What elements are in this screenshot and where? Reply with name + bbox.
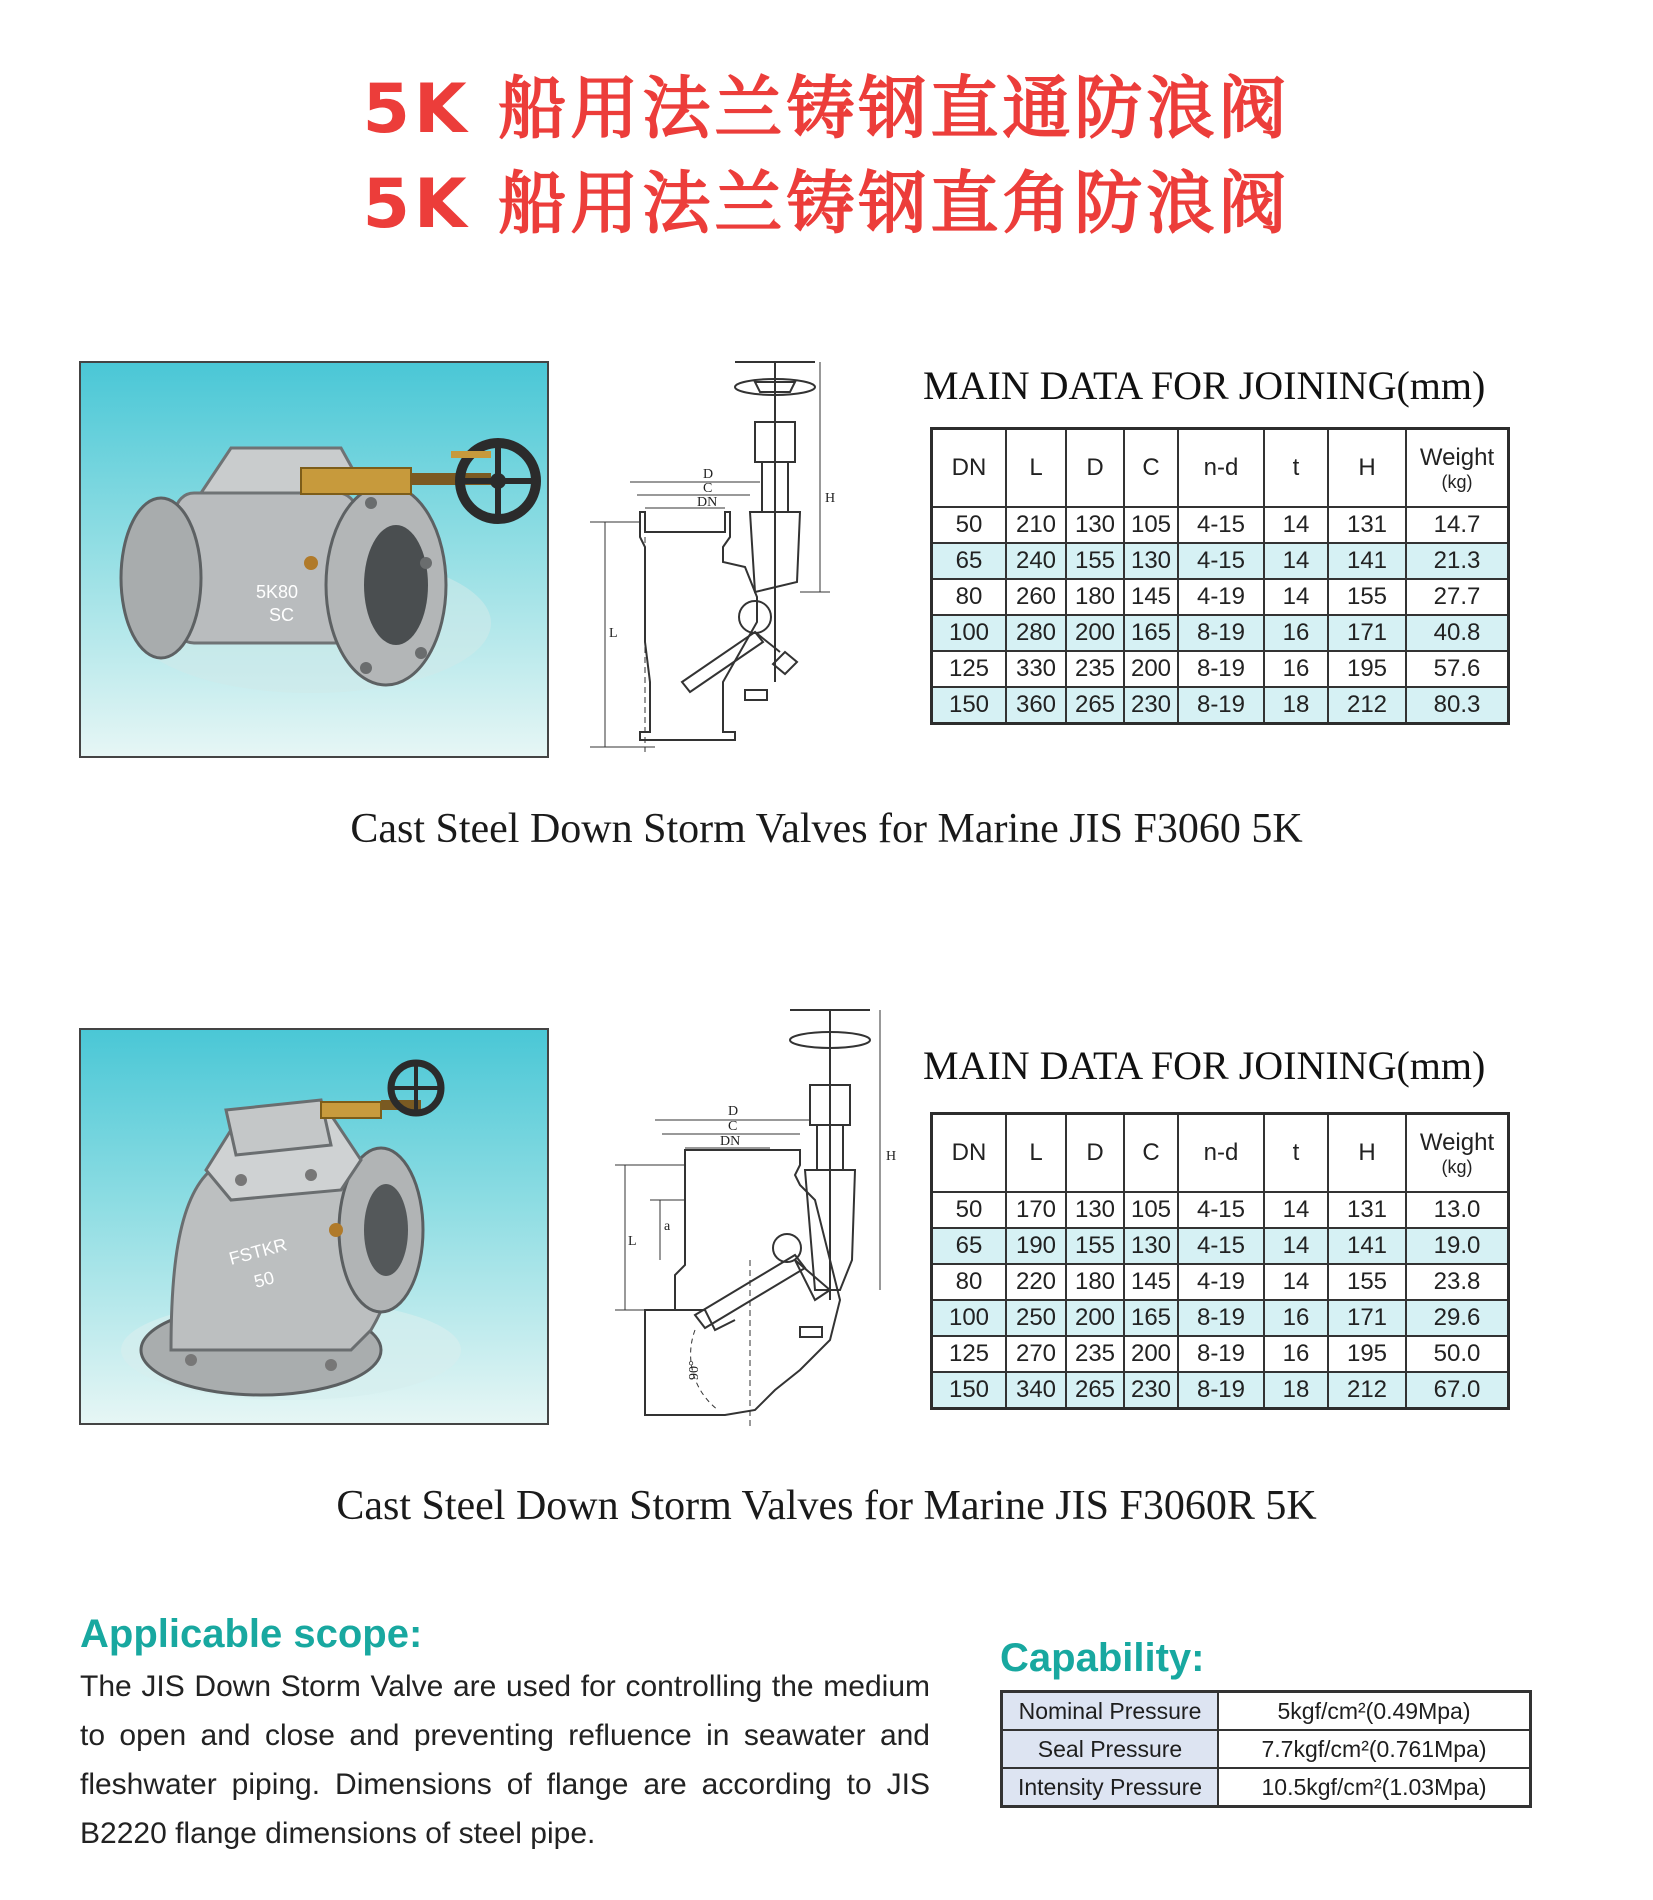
cell: 16 (1264, 1336, 1328, 1372)
cell: 200 (1066, 615, 1124, 651)
cell: 8-19 (1178, 687, 1264, 724)
table-row (932, 579, 1509, 615)
col-c: C (1124, 429, 1178, 508)
table-row (932, 543, 1509, 579)
table-row (932, 615, 1509, 651)
cell: 190 (1006, 1228, 1066, 1264)
cell: 16 (1264, 615, 1328, 651)
table-row (932, 507, 1509, 543)
cell: 360 (1006, 687, 1066, 724)
col-dn: DN (932, 1114, 1007, 1193)
cell: 130 (1066, 507, 1124, 543)
cell: 265 (1066, 687, 1124, 724)
cell: 80.3 (1406, 687, 1509, 724)
technical-drawing-angle-valve (600, 1000, 910, 1440)
col-c: C (1124, 1114, 1178, 1193)
cell: 235 (1066, 651, 1124, 687)
capability-value: 5kgf/cm²(0.49Mpa) (1218, 1692, 1531, 1731)
cell: 65 (932, 1228, 1007, 1264)
cell: 19.0 (1406, 1228, 1509, 1264)
cell: 200 (1124, 1336, 1178, 1372)
cell: 4-19 (1178, 1264, 1264, 1300)
table-header-row (932, 1114, 1509, 1193)
cell: 145 (1124, 1264, 1178, 1300)
col-d: D (1066, 1114, 1124, 1193)
capability-row (1002, 1730, 1531, 1768)
cell: 125 (932, 1336, 1007, 1372)
col-t: t (1264, 1114, 1328, 1193)
capability-label: Intensity Pressure (1002, 1768, 1219, 1807)
cell: 180 (1066, 579, 1124, 615)
cell: 105 (1124, 1192, 1178, 1228)
cell: 330 (1006, 651, 1066, 687)
drawing-label-h: H (886, 1149, 897, 1164)
capability-label: Seal Pressure (1002, 1730, 1219, 1768)
cell: 195 (1328, 1336, 1406, 1372)
cell: 210 (1006, 507, 1066, 543)
caption-angle-valve: Cast Steel Down Storm Valves for Marine JIS F3060R 5K (336, 1483, 1317, 1529)
col-h: H (1328, 1114, 1406, 1193)
product-photo-straight-valve (79, 361, 549, 758)
cell: 80 (932, 1264, 1007, 1300)
cell: 260 (1006, 579, 1066, 615)
cell: 23.8 (1406, 1264, 1509, 1300)
cell: 280 (1006, 615, 1066, 651)
cell: 230 (1124, 687, 1178, 724)
cell: 125 (932, 651, 1007, 687)
cell: 155 (1066, 543, 1124, 579)
cell: 16 (1264, 1300, 1328, 1336)
cell: 8-19 (1178, 615, 1264, 651)
cell: 57.6 (1406, 651, 1509, 687)
col-l: L (1006, 429, 1066, 508)
cell: 8-19 (1178, 1372, 1264, 1409)
cell: 165 (1124, 615, 1178, 651)
cell: 50 (932, 507, 1007, 543)
col-dn: DN (932, 429, 1007, 508)
cell: 29.6 (1406, 1300, 1509, 1336)
data-table-angle (930, 1112, 1510, 1410)
cell: 212 (1328, 1372, 1406, 1409)
col-weight (1406, 1114, 1509, 1193)
cell: 270 (1006, 1336, 1066, 1372)
cell: 4-15 (1178, 507, 1264, 543)
cell: 165 (1124, 1300, 1178, 1336)
cell: 141 (1328, 1228, 1406, 1264)
drawing-label-l: L (609, 626, 618, 641)
col-weight-unit: (kg) (1441, 471, 1473, 492)
col-t: t (1264, 429, 1328, 508)
drawing-label-dn: DN (720, 1134, 741, 1149)
title-angle-valve: 5K 船用法兰铸钢直角防浪阀 (362, 165, 1291, 244)
table-row (932, 1192, 1509, 1228)
drawing-label-c: C (728, 1119, 738, 1134)
cell: 21.3 (1406, 543, 1509, 579)
col-weight-label: Weight (1419, 443, 1495, 471)
cell: 150 (932, 1372, 1007, 1409)
cell: 14 (1264, 543, 1328, 579)
cell: 155 (1328, 1264, 1406, 1300)
cell: 170 (1006, 1192, 1066, 1228)
cell: 131 (1328, 1192, 1406, 1228)
cell: 145 (1124, 579, 1178, 615)
cell: 180 (1066, 1264, 1124, 1300)
cell: 4-15 (1178, 1192, 1264, 1228)
drawing-label-d: D (728, 1104, 739, 1119)
table-row (932, 1372, 1509, 1409)
col-d: D (1066, 429, 1124, 508)
capability-row (1002, 1692, 1531, 1731)
drawing-label-dn: DN (697, 495, 718, 510)
table-row (932, 1264, 1509, 1300)
cell: 18 (1264, 1372, 1328, 1409)
photo-marking-1: FSTKR (226, 1234, 290, 1269)
table-row (932, 1228, 1509, 1264)
angle-valve-illustration (81, 1030, 547, 1423)
cell: 14 (1264, 1228, 1328, 1264)
cell: 14 (1264, 507, 1328, 543)
cell: 131 (1328, 507, 1406, 543)
cell: 130 (1066, 1192, 1124, 1228)
drawing-label-d: D (703, 467, 714, 482)
table-row (932, 1336, 1509, 1372)
cell: 155 (1066, 1228, 1124, 1264)
cell: 130 (1124, 1228, 1178, 1264)
cell: 4-19 (1178, 579, 1264, 615)
cell: 65 (932, 543, 1007, 579)
cell: 155 (1328, 579, 1406, 615)
cell: 14.7 (1406, 507, 1509, 543)
drawing-label-angle: 90° (687, 1360, 702, 1380)
technical-drawing-straight-valve (585, 352, 905, 762)
straight-valve-illustration (81, 363, 547, 756)
table-title-straight: MAIN DATA FOR JOINING(mm) (923, 363, 1486, 408)
data-table-straight (930, 427, 1510, 725)
cell: 240 (1006, 543, 1066, 579)
col-nd: n-d (1178, 1114, 1264, 1193)
cell: 100 (932, 1300, 1007, 1336)
col-nd: n-d (1178, 429, 1264, 508)
cell: 14 (1264, 579, 1328, 615)
capability-value: 10.5kgf/cm²(1.03Mpa) (1218, 1768, 1531, 1807)
col-weight-unit: (kg) (1441, 1156, 1473, 1177)
cell: 171 (1328, 1300, 1406, 1336)
cell: 80 (932, 579, 1007, 615)
capability-heading: Capability: (1000, 1636, 1205, 1680)
drawing-label-a: a (664, 1219, 671, 1234)
cell: 230 (1124, 1372, 1178, 1409)
cell: 340 (1006, 1372, 1066, 1409)
cell: 50 (932, 1192, 1007, 1228)
table-title-angle: MAIN DATA FOR JOINING(mm) (923, 1043, 1486, 1088)
cell: 14 (1264, 1192, 1328, 1228)
caption-straight-valve: Cast Steel Down Storm Valves for Marine JIS F3060 5K (350, 806, 1303, 852)
title-straight-valve: 5K 船用法兰铸钢直通防浪阀 (362, 70, 1291, 149)
scope-description: The JIS Down Storm Valve are used for controlling the medium to open and close and preventing refluence in seawater and fleshwater piping. Dimensions of flange are according to JIS B2220 flange dimensions of steel pipe. (80, 1670, 930, 1850)
capability-table (1000, 1690, 1532, 1808)
cell: 105 (1124, 507, 1178, 543)
drawing-label-h: H (825, 491, 836, 506)
cell: 250 (1006, 1300, 1066, 1336)
col-weight (1406, 429, 1509, 508)
cell: 8-19 (1178, 1300, 1264, 1336)
cell: 67.0 (1406, 1372, 1509, 1409)
cell: 141 (1328, 543, 1406, 579)
cell: 212 (1328, 687, 1406, 724)
cell: 27.7 (1406, 579, 1509, 615)
cell: 4-15 (1178, 543, 1264, 579)
cell: 13.0 (1406, 1192, 1509, 1228)
drawing-label-c: C (703, 481, 713, 496)
capability-value: 7.7kgf/cm²(0.761Mpa) (1218, 1730, 1531, 1768)
cell: 8-19 (1178, 1336, 1264, 1372)
product-photo-angle-valve (79, 1028, 549, 1425)
cell: 8-19 (1178, 651, 1264, 687)
col-weight-label: Weight (1419, 1128, 1495, 1156)
cell: 40.8 (1406, 615, 1509, 651)
cell: 150 (932, 687, 1007, 724)
photo-marking-2: 50 (251, 1267, 277, 1292)
table-row (932, 687, 1509, 724)
cell: 235 (1066, 1336, 1124, 1372)
table-header-row (932, 429, 1509, 508)
photo-marking-2: SC (269, 605, 295, 625)
cell: 200 (1124, 651, 1178, 687)
cell: 18 (1264, 687, 1328, 724)
capability-label: Nominal Pressure (1002, 1692, 1219, 1731)
scope-heading: Applicable scope: (80, 1612, 423, 1656)
cell: 265 (1066, 1372, 1124, 1409)
photo-marking-1: 5K80 (256, 582, 299, 602)
drawing-label-l: L (628, 1234, 637, 1249)
cell: 200 (1066, 1300, 1124, 1336)
cell: 16 (1264, 651, 1328, 687)
cell: 4-15 (1178, 1228, 1264, 1264)
cell: 14 (1264, 1264, 1328, 1300)
cell: 195 (1328, 651, 1406, 687)
cell: 130 (1124, 543, 1178, 579)
cell: 220 (1006, 1264, 1066, 1300)
col-h: H (1328, 429, 1406, 508)
table-row (932, 1300, 1509, 1336)
col-l: L (1006, 1114, 1066, 1193)
table-row (932, 651, 1509, 687)
capability-row (1002, 1768, 1531, 1807)
cell: 50.0 (1406, 1336, 1509, 1372)
cell: 171 (1328, 615, 1406, 651)
cell: 100 (932, 615, 1007, 651)
